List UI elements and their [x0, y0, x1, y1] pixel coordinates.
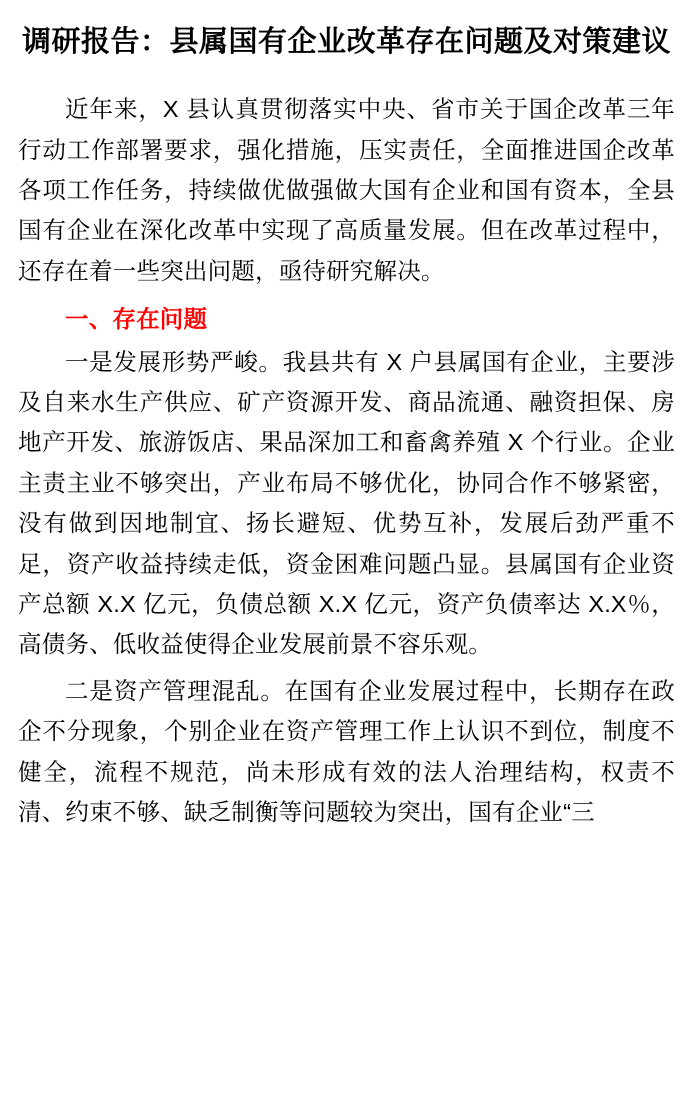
- paragraph-intro: 近年来，X 县认真贯彻落实中央、省市关于国企改革三年行动工作部署要求，强化措施，压实责任，全面推进国企改革各项工作任务，持续做优做强做大国有企业和国有资本，全县国有企业在深化改革中实现了高质量发展。但在改革过程中，还存在着一些突出问题，亟待研究解决。: [18, 96, 675, 284]
- page-title: 调研报告：县属国有企业改革存在问题及对策建议: [22, 26, 672, 58]
- section-heading-problems: 一、存在问题: [65, 306, 208, 333]
- paragraph-problem-one: 一是发展形势严峻。我县共有 X 户县属国有企业，主要涉及自来水生产供应、矿产资源开发、商品流通、融资担保、房地产开发、旅游饭店、果品深加工和畜禽养殖 X 个行业。企业主责主业不够突出，产业布局不够优化，协同合作不够紧密，没有做到因地制宜、扬长避短、优势互补，发展后劲严重不足，资产收益持续走低，资金困难问题凸显。县属国有企业资产总额 X.X 亿元，负债总额 X.X 亿元，资产负债率达 X.X％，高债务、低收益使得企业发展前景不容乐观。: [18, 348, 675, 658]
- paragraph-problem-two: 二是资产管理混乱。在国有企业发展过程中，长期存在政企不分现象，个别企业在资产管理工作上认识不到位，制度不健全，流程不规范，尚未形成有效的法人治理结构，权责不清、约束不够、缺乏制衡等问题较为突出，国有企业“三: [18, 677, 675, 826]
